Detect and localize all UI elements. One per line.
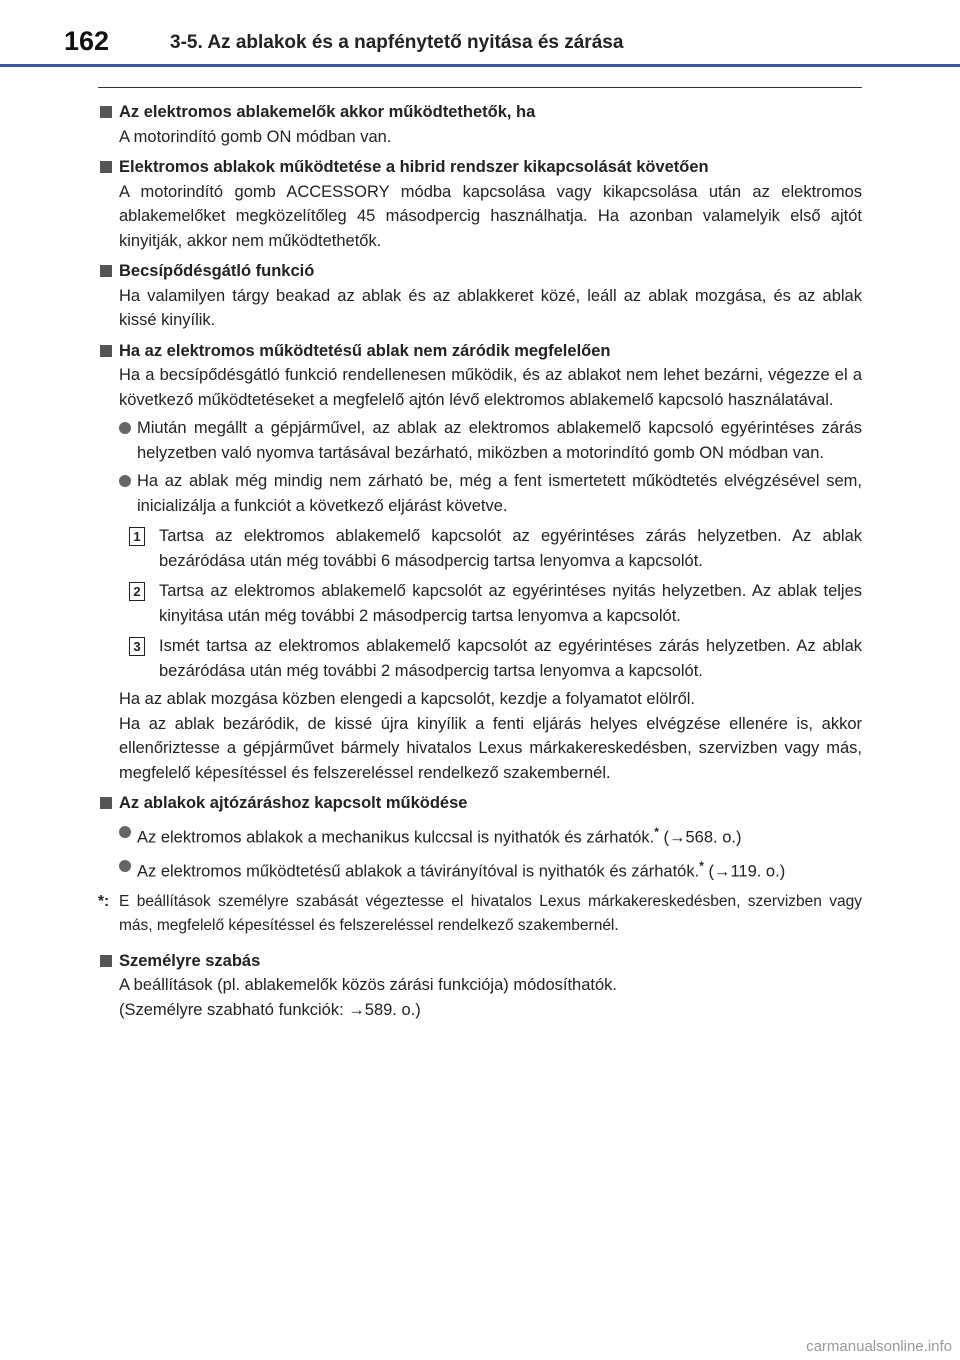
section-text: A beállítások (pl. ablakemelők közös zárási funkciója) módosíthatók. (119, 976, 617, 994)
section-6 (98, 949, 862, 1023)
watermark: carmanualsonline.info (806, 1338, 952, 1355)
square-bullet-icon (100, 955, 112, 967)
square-bullet-icon (100, 797, 112, 809)
section-text: A motorindító gomb ACCESSORY módba kapcsolása vagy kikapcsolása után az elektromos ablakemelőket megközelítőleg 45 másodpercig használhatja. Ha azonban valamelyik első ajtót kinyitják, akkor nem működtethetők. (119, 182, 862, 250)
section-heading: Az ablakok ajtózáráshoz kapcsolt működése (119, 794, 468, 812)
step-3 (98, 634, 862, 683)
step-text: Tartsa az elektromos ablakemelő kapcsolót az egyérintéses zárás helyzetben. Az ablak bezáródása után még további 6 másodpercig tartsa lenyomva a kapcsolót. (159, 527, 862, 570)
section-2 (98, 155, 862, 253)
round-bullet-icon (119, 860, 131, 872)
round-bullet-icon (119, 826, 131, 838)
step-1 (98, 524, 862, 573)
page-reference[interactable]: (→119. o.) (708, 862, 786, 880)
page-reference[interactable]: (→568. o.) (663, 828, 742, 846)
step-number-badge: 3 (129, 637, 145, 656)
bullet-text: Ha az ablak még mindig nem zárható be, még a fent ismertetett működtetés elvégzésével sem, inicializálja a funkciót a következő eljárást követve. (137, 472, 862, 515)
page-header (0, 0, 960, 70)
section-text: Ha a becsípődésgátló funkció rendellenesen működik, és az ablakot nem lehet bezárni, végezze el a következő működtetéseket a megfelelő ajtón lévő elektromos ablakemelő kapcsoló használatával. (119, 366, 862, 409)
section-heading: Elektromos ablakok működtetése a hibrid rendszer kikapcsolását követően (119, 158, 709, 176)
section-4 (98, 339, 862, 786)
page-number: 162 (64, 26, 110, 56)
footnote-star: * (654, 824, 659, 839)
section-1 (98, 100, 862, 149)
step-2 (98, 579, 862, 628)
list-item (98, 820, 862, 850)
list-item (98, 416, 862, 465)
footnote-mark: *: (98, 892, 110, 910)
section-heading: Személyre szabás (119, 951, 261, 970)
section-heading: Az elektromos ablakemelők akkor működtethetők, ha (119, 103, 536, 121)
section-3 (98, 259, 862, 333)
section-heading: Ha az elektromos működtetésű ablak nem záródik megfelelően (119, 341, 611, 360)
square-bullet-icon (100, 265, 112, 277)
list-item (98, 854, 862, 884)
square-bullet-icon (100, 345, 112, 357)
section-text: A motorindító gomb ON módban van. (119, 127, 392, 146)
page-content (98, 100, 862, 1028)
section-text: Ha az ablak mozgása közben elengedi a kapcsolót, kezdje a folyamatot elölről. (119, 690, 696, 708)
section-5 (98, 791, 862, 939)
section-heading: Becsípődésgátló funkció (119, 262, 315, 280)
round-bullet-icon (119, 422, 131, 434)
bullet-text: Miután megállt a gépjárművel, az ablak az elektromos ablakemelő kapcsoló egyérintéses zárás helyzetben való nyomva tartásával bezárható, miközben a motorindító gomb ON módban van. (137, 419, 862, 462)
step-text: Tartsa az elektromos ablakemelő kapcsolót az egyérintéses nyitás helyzetben. Az ablak teljes kinyitása után még további 2 másodpercig tartsa lenyomva a kapcsolót. (159, 582, 862, 625)
list-item (98, 469, 862, 518)
footnote-text: E beállítások személyre szabását végeztesse el hivatalos Lexus márkakereskedésben, szervizben vagy más, megfelelő képesítéssel és felszereléssel rendelkező szakembernél. (119, 892, 862, 934)
section-text: Ha az ablak bezáródik, de kissé újra kinyílik a fenti eljárás helyes elvégzése ellenére is, akkor ellenőriztesse a gépjárművet bármely hivatalos Lexus márkakereskedésben, szervizben vagy más, megfelelő képesítéssel és felszereléssel rendelkező szakembernél. (119, 714, 862, 782)
footnote (98, 890, 862, 939)
step-number-badge: 2 (129, 582, 145, 601)
header-rule (0, 64, 960, 67)
content-rule (98, 87, 862, 88)
square-bullet-icon (100, 161, 112, 173)
round-bullet-icon (119, 475, 131, 487)
step-text: Ismét tartsa az elektromos ablakemelő kapcsolót az egyérintéses zárás helyzetben. Az ablak bezáródása után még további 2 másodpercig tartsa lenyomva a kapcsolót. (159, 637, 862, 680)
section-text: Ha valamilyen tárgy beakad az ablak és az ablakkeret közé, leáll az ablak mozgása, és az ablak kissé kinyílik. (119, 286, 862, 329)
square-bullet-icon (100, 106, 112, 118)
section-text[interactable]: (Személyre szabható funkciók: →589. o.) (119, 1000, 421, 1019)
step-number-badge: 1 (129, 527, 145, 546)
chapter-title: 3-5. Az ablakok és a napfénytető nyitása és zárása (170, 32, 624, 53)
bullet-text: Az elektromos ablakok a mechanikus kulccsal is nyithatók és zárhatók. (137, 828, 655, 846)
bullet-text: Az elektromos működtetésű ablakok a távirányítóval is nyithatók és zárhatók. (137, 862, 700, 880)
footnote-star: * (699, 858, 704, 873)
